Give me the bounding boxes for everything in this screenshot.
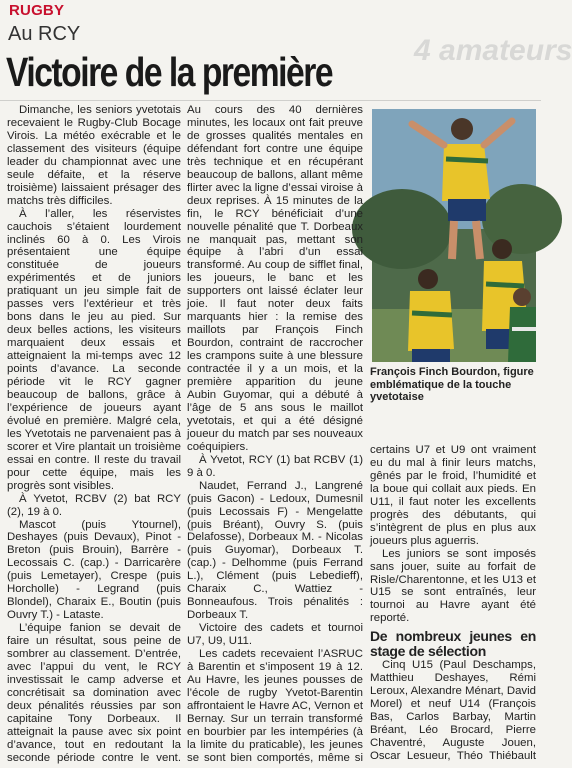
article-paragraph: L’équipe fanion se devait de faire un résultat, sous peine de sombrer au classement. D’entrée, avec l’appui du vent, le RCY investissait le camp adverse et concrétisait sa domination avec deux pénalités réussies par son capitaine Tony Dorbeaux. Il atteignait la pause avec six point d’avance, tout en redoutant la seconde période contre le vent. — [7, 622, 181, 764]
article-paragraph: À l’aller, les réservistes cauchois s’étaient lourdement inclinés 60 à 0. Les Virois présentaient une équipe constituée de joueurs expérimentés et de juniors pratiquant un jeu simple fait de passes vers l’extérieur et très bons dans le jeu au pied. Sur deux belles actions, les visiteurs marquaient deux essais et atteignaient la mi-temps avec 12 points d’avance. La seconde période vit le RCY gagner beaucoup de ballons, grâce à l’expérience de joueurs ayant évolué en première. Malgré cela, les Yvetotais ne parvenaient pas à scorer et Vire plantait un troisième essai en contre. Il reste du travail pour cette équipe, mais les progrès sont visibles. — [7, 207, 181, 492]
article-column-1 — [7, 104, 181, 768]
article-column-2 — [187, 104, 363, 768]
section-label: RUGBY — [9, 2, 65, 19]
rugby-lineout-photo — [372, 109, 536, 362]
subhead-stage: De nombreux jeunes en stage de sélection — [370, 628, 536, 660]
photo-caption: François Finch Bourdon, figure emblématique de la touche yvetotaise — [370, 366, 534, 403]
article-paragraph: Naudet, Ferrand J., Langrené (puis Gacon) - Ledoux, Dumesnil (puis Lecossais F) - Mengelatte (puis Bréant), Ouvry S. (puis Delafosse), Dorbeaux M. - Nicolas (puis Guyomar), Dorbeaux T. (cap.) - Delhomme (puis Ferrand L.), Clément (puis Lebedieff), Charaix C., Wattiez - Bonneaufous. Trois pénalités : Dorbeaux T. — [187, 479, 363, 622]
article-subtitle: Au RCY — [8, 23, 81, 45]
stage-paragraph: Cinq U15 (Paul Deschamps, Matthieu Deshayes, Rémi Leroux, Alexandre Ménart, David Morel) et neuf U14 (François Bas, Carlos Barbay, Martin Bréant, Léo Brocard, Pierre Chaventré, Auguste Jouen, Oscar Lesueur, Théo Thiébault — [370, 659, 536, 763]
article-paragraph: certains U7 et U9 ont vraiment eu du mal à finir leurs matchs, gênés par le froid, l’humidité et la boue qui collait aux pieds. En U11, il faut noter les excellents progrès des débutants, qui s’intègrent de plus en plus aux joueurs plus aguerris. — [370, 444, 536, 547]
bleed-through-text: 4 amateurs — [414, 34, 572, 67]
article-headline: Victoire de la première — [6, 49, 333, 95]
article-paragraph: À Yvetot, RCY (1) bat RCBV (1) 9 à 0. — [187, 453, 363, 479]
article-paragraph: Mascot (puis Ytournel), Deshayes (puis Devaux), Pinot - Breton (puis Brouin), Barrère - Lecossais C. (cap.) - Darricarère (puis Lemetayer), Crespe (puis Horcholle) - Legrand (puis Blondel), Charaix E., Boutin (puis Ouvry T.) - Lataste. — [7, 518, 181, 622]
article-paragraph: Au cours des 40 dernières minutes, les locaux ont fait preuve de grosses qualités mentales en défendant fort contre une équipe très technique et en récupérant beaucoup de ballons, allant même flirter avec la ligne d’essai viroise à deux reprises. À 15 minutes de la fin, le RCY bénéficiait d’une nouvelle pénalité que T. Dorbeaux ne manquait pas, mettant son équipe à l’abri d’un essai transformé. Au coup de sifflet final, les joueurs, le banc et les supporters ont laissé éclater leur joie. Il faut noter deux faits marquants hier : la remise des maillots par François Finch Bourdon, contraint de raccrocher les crampons suite à une blessure contractée il y a un mois, et la première apparition du jeune Aubin Guyomar, qui a débuté à l’âge de 5 ans sous le maillot yvetotais, et qui a été désigné joueur du match par ses nouveaux coéquipiers. — [187, 104, 363, 453]
article-paragraph: Victoire des cadets et tournoi U7, U9, U11. — [187, 622, 363, 648]
article-paragraph: À Yvetot, RCBV (2) bat RCY (2), 19 à 0. — [7, 492, 181, 518]
photo-illustration — [372, 109, 536, 362]
article-paragraph: Les juniors se sont imposés sans jouer, suite au forfait de Risle/Charentonne, et les U13 et U15 se sont entraînés, leur tournoi au Havre ayant été reporté. — [370, 547, 536, 625]
article-paragraph: Les cadets recevaient l’ASRUC à Barentin et s’imposent 19 à 12. Au Havre, les jeunes pousses de l’école de rugby Yvetot-Barentin affrontaient le Havre AC, Vernon et Bernay. Sur un terrain transformé en bourbier par les intempéries (à la limite du praticable), les jeunes se sont bien comportés, même si — [187, 648, 363, 764]
article-paragraph: Dimanche, les seniors yvetotais recevaient le Rugby-Club Bocage Virois. La météo exécrable et le classement des visiteurs (équipe leader du championnat avec une seule défaite, et la réserve troisième) laissaient présager des matchs très difficiles. — [7, 104, 181, 207]
article-column-3 — [370, 444, 536, 768]
header-rule — [0, 100, 541, 101]
